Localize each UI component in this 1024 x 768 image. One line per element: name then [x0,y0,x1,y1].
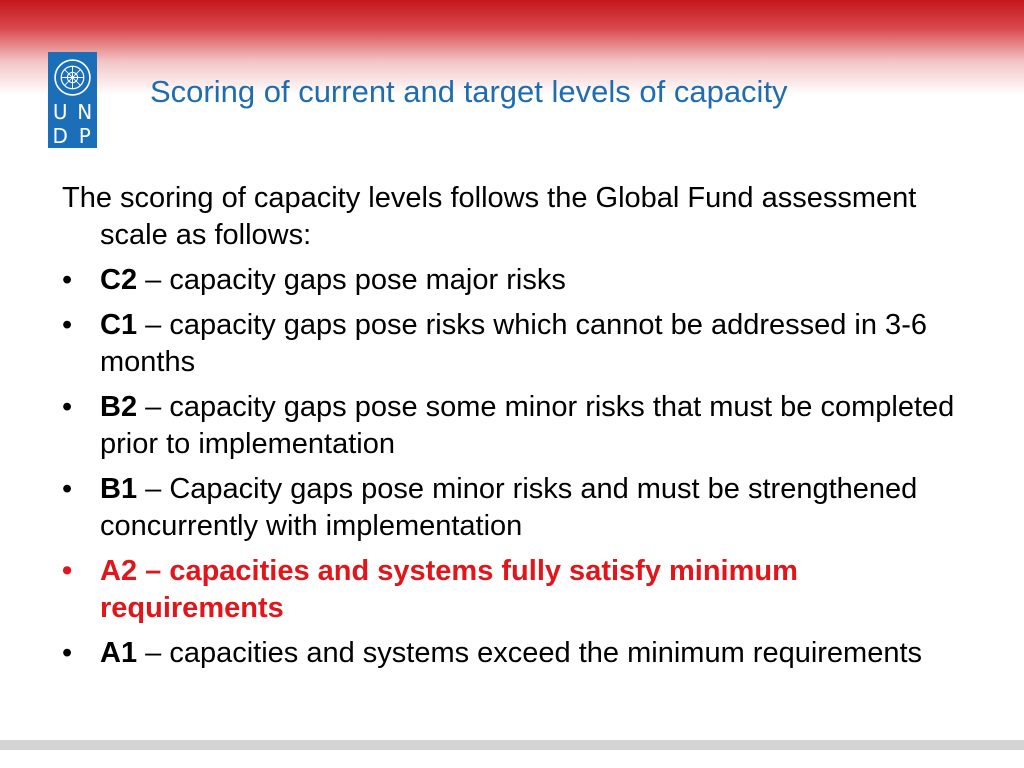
scale-description: – capacities and systems exceed the minimum requirements [137,637,923,669]
bullet-icon: • [62,391,73,423]
list-item-b1 [62,471,982,545]
list-item-c2 [62,262,982,299]
scale-code: B2 [100,391,138,423]
scale-code: A2 [100,555,138,587]
logo-letter-d: D [52,124,68,148]
scale-description: – Capacity gaps pose minor risks and must be strengthened concurrently with implementation [100,473,918,542]
scale-code: C2 [100,264,138,296]
list-item-c1 [62,307,982,381]
scale-description: – capacity gaps pose risks which cannot be addressed in 3-6 months [100,309,927,378]
scale-description: – capacities and systems fully satisfy minimum requirements [100,555,798,624]
scale-description: – capacity gaps pose major risks [137,264,566,296]
un-emblem-icon [52,57,93,98]
list-item-a1 [62,635,982,672]
undp-logo [48,52,97,148]
list-item-b2 [62,389,982,463]
slide-body [62,180,982,680]
logo-letter-p: P [78,124,91,148]
footer-divider [0,740,1024,750]
bullet-icon: • [62,473,73,505]
bullet-icon: • [62,555,73,587]
list-item-a2 [62,553,982,627]
slide-title: Scoring of current and target levels of capacity [150,74,788,109]
logo-letter-n: N [77,100,93,124]
scale-code: B1 [100,473,138,505]
intro-paragraph: The scoring of capacity levels follows the Global Fund assessment scale as follows: [62,182,917,251]
scale-code: C1 [100,309,138,341]
bullet-icon: • [62,309,73,341]
bullet-icon: • [62,637,73,669]
scale-code: A1 [100,637,138,669]
logo-letter-u: U [52,100,68,124]
bullet-icon: • [62,264,73,296]
scale-list [62,262,982,672]
scale-description: – capacity gaps pose some minor risks that must be completed prior to implementation [100,391,955,460]
